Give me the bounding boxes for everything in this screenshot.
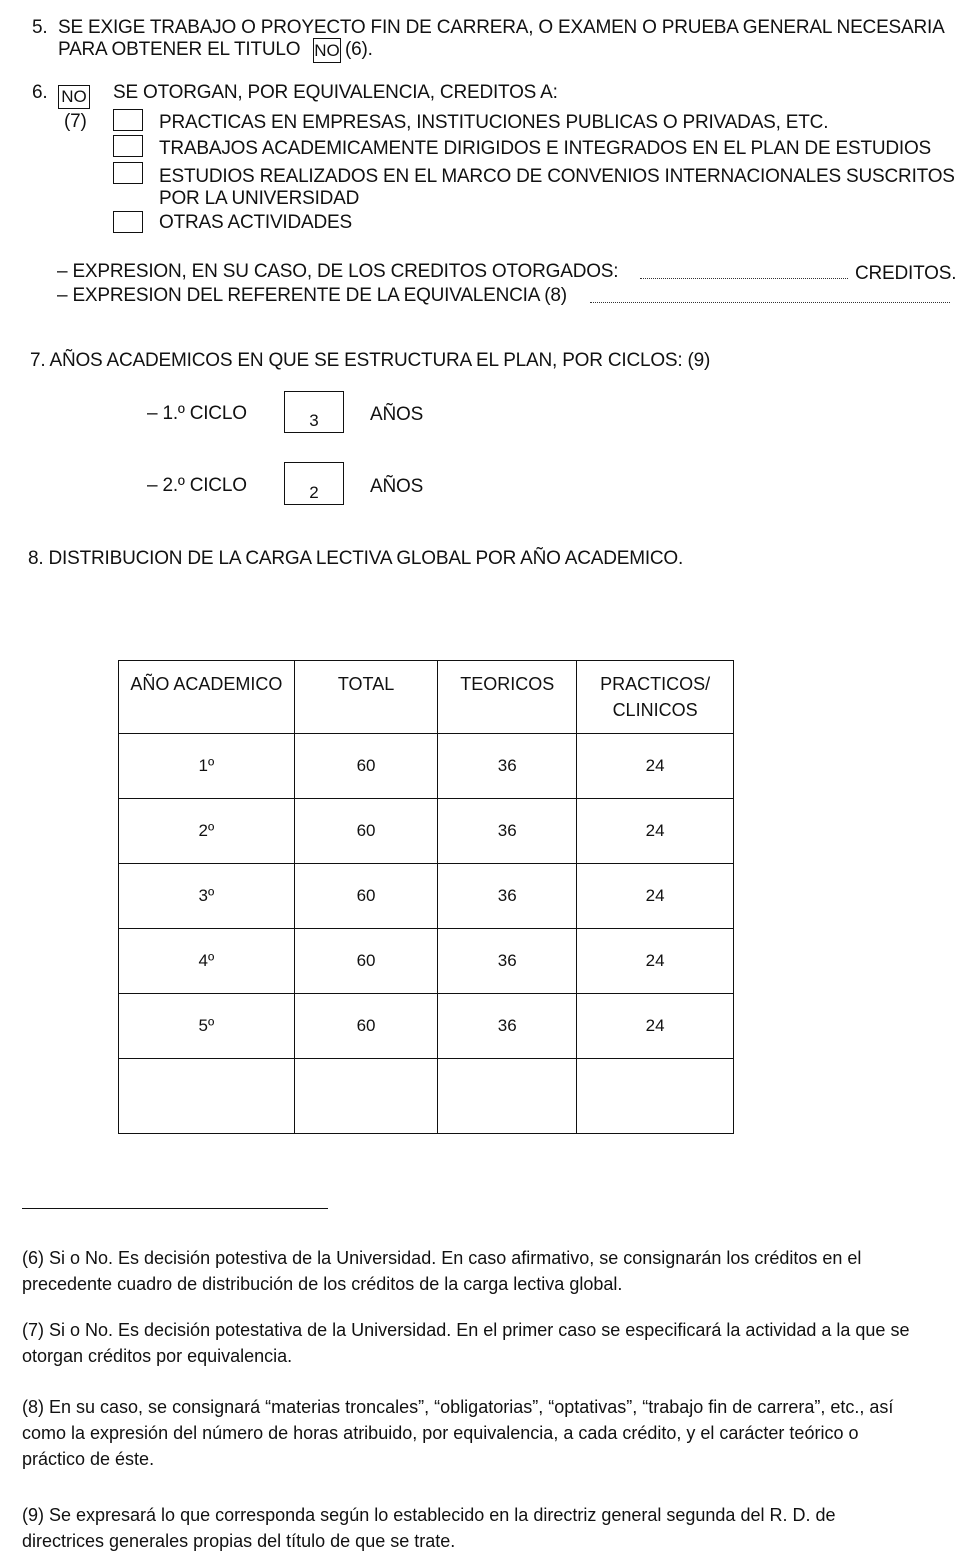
option-trabajos: TRABAJOS ACADEMICAMENTE DIRIGIDOS E INTEGRADOS EN EL PLAN DE ESTUDIOS bbox=[159, 138, 932, 159]
cell-year: 5º bbox=[119, 994, 295, 1059]
footnote-8: (8) En su caso, se consignará “materias troncales”, “obligatorias”, “optativas”, “trabajo fin de carrera”, etc., así como la expresión del número de horas atribuido, por equivalencia, a cada crédito, y el carácter teórico o práctico de éste. bbox=[22, 1397, 894, 1469]
table-row-empty bbox=[119, 1059, 734, 1134]
cell-theory: 36 bbox=[438, 929, 577, 994]
footnote-separator bbox=[22, 1208, 328, 1209]
cell-theory: 36 bbox=[438, 864, 577, 929]
option-checkbox-estudios[interactable] bbox=[113, 162, 143, 184]
cell-empty bbox=[119, 1059, 295, 1134]
option-estudios-line2: POR LA UNIVERSIDAD bbox=[159, 188, 360, 209]
section6-note: (7) bbox=[64, 111, 87, 132]
section6-answer-box[interactable]: NO bbox=[58, 85, 90, 109]
cell-empty bbox=[438, 1059, 577, 1134]
cell-practice: 24 bbox=[577, 799, 734, 864]
cell-total: 60 bbox=[294, 734, 438, 799]
header-year: AÑO ACADEMICO bbox=[119, 661, 295, 734]
cell-theory: 36 bbox=[438, 734, 577, 799]
section5-number: 5. bbox=[32, 17, 48, 38]
cycle2-label: – 2.º CICLO bbox=[147, 475, 247, 496]
section5-note: (6). bbox=[345, 39, 373, 60]
option-estudios-line1: ESTUDIOS REALIZADOS EN EL MARCO DE CONVENIOS INTERNACIONALES SUSCRITOS bbox=[159, 166, 955, 187]
cell-year: 4º bbox=[119, 929, 295, 994]
table-header-row bbox=[119, 661, 734, 734]
section7-heading: 7. AÑOS ACADEMICOS EN QUE SE ESTRUCTURA EL PLAN, POR CICLOS: (9) bbox=[30, 350, 711, 371]
cell-theory: 36 bbox=[438, 994, 577, 1059]
cell-empty bbox=[294, 1059, 438, 1134]
cell-year: 3º bbox=[119, 864, 295, 929]
expression-referent-label: – EXPRESION DEL REFERENTE DE LA EQUIVALENCIA (8) bbox=[57, 285, 567, 306]
section6-number: 6. bbox=[32, 82, 48, 103]
cell-empty bbox=[577, 1059, 734, 1134]
cell-practice: 24 bbox=[577, 864, 734, 929]
table-row bbox=[119, 929, 734, 994]
credit-distribution-table bbox=[118, 660, 734, 1134]
footnote-7: (7) Si o No. Es decisión potestativa de la Universidad. En el primer caso se especificará la actividad a la que se otorgan créditos por equivalencia. bbox=[22, 1320, 910, 1366]
cell-practice: 24 bbox=[577, 929, 734, 994]
section6-heading: SE OTORGAN, POR EQUIVALENCIA, CREDITOS A: bbox=[113, 82, 558, 103]
section8-heading: 8. DISTRIBUCION DE LA CARGA LECTIVA GLOBAL POR AÑO ACADEMICO. bbox=[28, 548, 684, 569]
cycle2-years-box[interactable]: 2 bbox=[284, 462, 344, 505]
cell-total: 60 bbox=[294, 799, 438, 864]
footnote-9: (9) Se expresará lo que corresponda según lo establecido en la directriz general segunda del R. D. de directrices generales propias del título de que se trate. bbox=[22, 1505, 836, 1551]
header-theory: TEORICOS bbox=[438, 661, 577, 734]
expression-credits-label: – EXPRESION, EN SU CASO, DE LOS CREDITOS OTORGADOS: bbox=[57, 261, 619, 282]
header-total: TOTAL bbox=[294, 661, 438, 734]
header-practice-line2: CLINICOS bbox=[612, 700, 698, 720]
cell-total: 60 bbox=[294, 929, 438, 994]
cell-practice: 24 bbox=[577, 734, 734, 799]
header-practice bbox=[577, 661, 734, 734]
cycle1-label: – 1.º CICLO bbox=[147, 403, 247, 424]
table-row bbox=[119, 799, 734, 864]
option-checkbox-trabajos[interactable] bbox=[113, 135, 143, 157]
header-practice-line1: PRACTICOS/ bbox=[600, 674, 711, 694]
cycle2-unit: AÑOS bbox=[370, 476, 424, 497]
section5-answer-box[interactable]: NO bbox=[313, 38, 341, 63]
footnote-6: (6) Si o No. Es decisión potestiva de la Universidad. En caso afirmativo, se consignarán los créditos en el precedente cuadro de distribución de los créditos de la carga lectiva global. bbox=[22, 1248, 862, 1294]
cell-year: 1º bbox=[119, 734, 295, 799]
cell-theory: 36 bbox=[438, 799, 577, 864]
option-practicas: PRACTICAS EN EMPRESAS, INSTITUCIONES PUBLICAS O PRIVADAS, ETC. bbox=[159, 112, 829, 133]
cell-practice: 24 bbox=[577, 994, 734, 1059]
table-row bbox=[119, 994, 734, 1059]
expression-credits-suffix: CREDITOS. bbox=[855, 263, 957, 284]
cell-total: 60 bbox=[294, 864, 438, 929]
option-checkbox-otras[interactable] bbox=[113, 211, 143, 233]
table-row bbox=[119, 864, 734, 929]
section5-line1: SE EXIGE TRABAJO O PROYECTO FIN DE CARRERA, O EXAMEN O PRUEBA GENERAL NECESARIA bbox=[58, 17, 945, 38]
option-checkbox-practicas[interactable] bbox=[113, 109, 143, 131]
expression-credits-dotted-line[interactable] bbox=[640, 278, 848, 279]
cell-total: 60 bbox=[294, 994, 438, 1059]
table-row bbox=[119, 734, 734, 799]
cycle1-years-box[interactable]: 3 bbox=[284, 391, 344, 433]
cycle1-unit: AÑOS bbox=[370, 404, 424, 425]
section5-line2: PARA OBTENER EL TITULO bbox=[58, 39, 301, 60]
cell-year: 2º bbox=[119, 799, 295, 864]
option-otras: OTRAS ACTIVIDADES bbox=[159, 212, 352, 233]
expression-referent-dotted-line[interactable] bbox=[590, 302, 950, 303]
